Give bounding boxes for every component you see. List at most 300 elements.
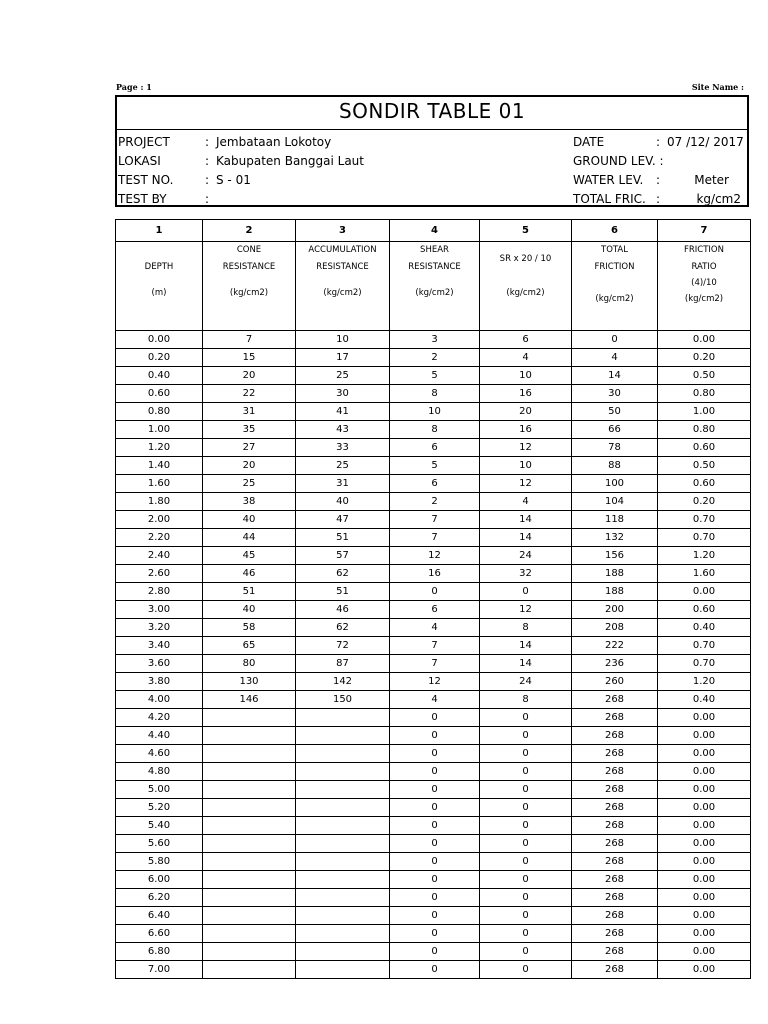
cell-friction-ratio: 0.40 xyxy=(658,691,751,709)
cell-friction-ratio: 0.80 xyxy=(658,385,751,403)
cell-accumulation-resistance: 17 xyxy=(296,349,390,367)
cell-friction-ratio: 0.00 xyxy=(658,745,751,763)
header-unit: (kg/cm2) xyxy=(323,288,362,298)
cell-friction-ratio: 1.00 xyxy=(658,403,751,421)
date-colon: : xyxy=(656,135,661,149)
cell-friction-ratio: 0.70 xyxy=(658,637,751,655)
lokasi-value: Kabupaten Banggai Laut xyxy=(216,154,364,168)
cell-accumulation-resistance xyxy=(296,835,390,853)
cell-depth: 4.00 xyxy=(116,691,203,709)
sondir-table xyxy=(115,219,751,979)
cell-depth: 3.60 xyxy=(116,655,203,673)
cell-cone-resistance: 20 xyxy=(203,457,296,475)
cell-sr: 14 xyxy=(480,655,572,673)
cell-cone-resistance: 35 xyxy=(203,421,296,439)
cell-friction-ratio: 0.80 xyxy=(658,421,751,439)
cell-total-friction: 0 xyxy=(572,331,658,349)
header-line: FRICTION xyxy=(594,262,635,272)
table-row xyxy=(116,655,751,673)
info-row-test-no xyxy=(117,171,747,190)
table-row xyxy=(116,943,751,961)
cell-cone-resistance: 7 xyxy=(203,331,296,349)
cell-depth: 2.80 xyxy=(116,583,203,601)
cell-shear-resistance: 0 xyxy=(390,745,480,763)
cell-friction-ratio: 0.00 xyxy=(658,889,751,907)
cell-total-friction: 14 xyxy=(572,367,658,385)
table-row xyxy=(116,781,751,799)
cell-sr: 16 xyxy=(480,385,572,403)
table-row xyxy=(116,529,751,547)
cell-shear-resistance: 12 xyxy=(390,673,480,691)
table-row xyxy=(116,709,751,727)
cell-sr: 0 xyxy=(480,817,572,835)
test-by-label: TEST BY xyxy=(118,192,167,206)
page-topline xyxy=(116,82,750,94)
table-row xyxy=(116,331,751,349)
cell-friction-ratio: 0.00 xyxy=(658,853,751,871)
cell-depth: 3.80 xyxy=(116,673,203,691)
cell-accumulation-resistance xyxy=(296,889,390,907)
cell-cone-resistance xyxy=(203,817,296,835)
water-lev-colon: : xyxy=(656,173,661,187)
cell-shear-resistance: 3 xyxy=(390,331,480,349)
cell-accumulation-resistance: 43 xyxy=(296,421,390,439)
cell-cone-resistance: 46 xyxy=(203,565,296,583)
cell-shear-resistance: 8 xyxy=(390,421,480,439)
cell-total-friction: 188 xyxy=(572,583,658,601)
site-name-label: Site Name : xyxy=(691,82,744,92)
cell-accumulation-resistance xyxy=(296,907,390,925)
table-row xyxy=(116,439,751,457)
cell-cone-resistance xyxy=(203,889,296,907)
cell-friction-ratio: 0.70 xyxy=(658,529,751,547)
cell-total-friction: 104 xyxy=(572,493,658,511)
cell-total-friction: 268 xyxy=(572,943,658,961)
project-label: PROJECT xyxy=(118,135,170,149)
cell-accumulation-resistance xyxy=(296,943,390,961)
cell-friction-ratio: 0.60 xyxy=(658,601,751,619)
cell-accumulation-resistance xyxy=(296,727,390,745)
date-value: 07 /12/ 2017 xyxy=(667,135,744,149)
cell-depth: 6.40 xyxy=(116,907,203,925)
cell-shear-resistance: 0 xyxy=(390,763,480,781)
cell-sr: 14 xyxy=(480,637,572,655)
cell-cone-resistance xyxy=(203,835,296,853)
cell-sr: 8 xyxy=(480,691,572,709)
header-line: RATIO xyxy=(691,262,717,272)
cell-sr: 10 xyxy=(480,367,572,385)
cell-total-friction: 50 xyxy=(572,403,658,421)
cell-depth: 7.00 xyxy=(116,961,203,979)
cell-accumulation-resistance: 62 xyxy=(296,565,390,583)
cell-sr: 12 xyxy=(480,475,572,493)
table-row xyxy=(116,547,751,565)
cell-accumulation-resistance: 150 xyxy=(296,691,390,709)
cell-accumulation-resistance xyxy=(296,763,390,781)
cell-sr: 0 xyxy=(480,835,572,853)
cell-cone-resistance: 40 xyxy=(203,511,296,529)
cell-accumulation-resistance xyxy=(296,709,390,727)
cell-accumulation-resistance: 33 xyxy=(296,439,390,457)
cell-sr: 0 xyxy=(480,907,572,925)
cell-shear-resistance: 0 xyxy=(390,709,480,727)
cell-depth: 5.40 xyxy=(116,817,203,835)
cell-depth: 5.80 xyxy=(116,853,203,871)
cell-depth: 2.20 xyxy=(116,529,203,547)
cell-depth: 2.40 xyxy=(116,547,203,565)
cell-sr: 0 xyxy=(480,871,572,889)
cell-cone-resistance xyxy=(203,763,296,781)
header-line: CONE xyxy=(236,245,262,255)
cell-cone-resistance: 27 xyxy=(203,439,296,457)
cell-shear-resistance: 7 xyxy=(390,637,480,655)
cell-shear-resistance: 8 xyxy=(390,385,480,403)
cell-cone-resistance xyxy=(203,781,296,799)
project-value: Jembataan Lokotoy xyxy=(216,135,332,149)
cell-sr: 6 xyxy=(480,331,572,349)
header-shear-resistance xyxy=(390,242,480,331)
cell-depth: 4.40 xyxy=(116,727,203,745)
cell-total-friction: 268 xyxy=(572,871,658,889)
cell-depth: 1.80 xyxy=(116,493,203,511)
table-row xyxy=(116,799,751,817)
cell-shear-resistance: 0 xyxy=(390,799,480,817)
cell-total-friction: 268 xyxy=(572,889,658,907)
cell-accumulation-resistance: 51 xyxy=(296,529,390,547)
header-line: (4)/10 xyxy=(691,278,717,288)
cell-sr: 0 xyxy=(480,943,572,961)
cell-total-friction: 268 xyxy=(572,709,658,727)
cell-accumulation-resistance xyxy=(296,871,390,889)
cell-shear-resistance: 0 xyxy=(390,889,480,907)
total-fric-colon: : xyxy=(656,192,661,206)
col-number: 2 xyxy=(203,220,296,242)
col-number: 7 xyxy=(658,220,751,242)
cell-shear-resistance: 10 xyxy=(390,403,480,421)
cell-depth: 6.20 xyxy=(116,889,203,907)
cell-cone-resistance: 65 xyxy=(203,637,296,655)
cell-total-friction: 268 xyxy=(572,781,658,799)
table-row xyxy=(116,817,751,835)
cell-accumulation-resistance: 30 xyxy=(296,385,390,403)
cell-cone-resistance xyxy=(203,925,296,943)
cell-friction-ratio: 0.00 xyxy=(658,907,751,925)
cell-accumulation-resistance: 72 xyxy=(296,637,390,655)
cell-cone-resistance: 31 xyxy=(203,403,296,421)
table-row xyxy=(116,727,751,745)
cell-sr: 0 xyxy=(480,709,572,727)
cell-cone-resistance: 22 xyxy=(203,385,296,403)
date-label: DATE xyxy=(573,135,605,149)
lokasi-colon: : xyxy=(205,154,210,168)
header-unit: (kg/cm2) xyxy=(684,294,724,304)
table-row xyxy=(116,853,751,871)
cell-cone-resistance xyxy=(203,745,296,763)
header-line: SR x 20 / 10 xyxy=(499,254,552,264)
cell-cone-resistance: 51 xyxy=(203,583,296,601)
table-row xyxy=(116,349,751,367)
cell-total-friction: 30 xyxy=(572,385,658,403)
cell-total-friction: 100 xyxy=(572,475,658,493)
cell-total-friction: 260 xyxy=(572,673,658,691)
cell-shear-resistance: 0 xyxy=(390,727,480,745)
cell-friction-ratio: 0.00 xyxy=(658,835,751,853)
cell-shear-resistance: 4 xyxy=(390,619,480,637)
cell-total-friction: 236 xyxy=(572,655,658,673)
header-unit: (kg/cm2) xyxy=(506,288,545,298)
cell-accumulation-resistance xyxy=(296,961,390,979)
cell-total-friction: 268 xyxy=(572,961,658,979)
cell-accumulation-resistance xyxy=(296,817,390,835)
table-row xyxy=(116,871,751,889)
title-divider xyxy=(117,129,747,130)
table-row xyxy=(116,457,751,475)
cell-depth: 6.80 xyxy=(116,943,203,961)
header-accumulation-resistance xyxy=(296,242,390,331)
cell-total-friction: 188 xyxy=(572,565,658,583)
total-fric-label: TOTAL FRIC. xyxy=(573,192,646,206)
col-number: 5 xyxy=(480,220,572,242)
page-title: SONDIR TABLE 01 xyxy=(338,99,526,123)
table-row xyxy=(116,889,751,907)
table-row xyxy=(116,691,751,709)
cell-total-friction: 118 xyxy=(572,511,658,529)
cell-cone-resistance: 44 xyxy=(203,529,296,547)
cell-shear-resistance: 0 xyxy=(390,907,480,925)
table-row xyxy=(116,925,751,943)
cell-total-friction: 66 xyxy=(572,421,658,439)
project-colon: : xyxy=(205,135,210,149)
cell-sr: 24 xyxy=(480,673,572,691)
col-number: 3 xyxy=(296,220,390,242)
cell-depth: 5.20 xyxy=(116,799,203,817)
cell-shear-resistance: 6 xyxy=(390,475,480,493)
cell-depth: 4.80 xyxy=(116,763,203,781)
cell-cone-resistance: 45 xyxy=(203,547,296,565)
cell-sr: 0 xyxy=(480,727,572,745)
cell-accumulation-resistance: 57 xyxy=(296,547,390,565)
cell-friction-ratio: 0.00 xyxy=(658,871,751,889)
cell-friction-ratio: 0.00 xyxy=(658,709,751,727)
cell-friction-ratio: 0.00 xyxy=(658,817,751,835)
cell-sr: 10 xyxy=(480,457,572,475)
cell-shear-resistance: 5 xyxy=(390,457,480,475)
table-row xyxy=(116,745,751,763)
cell-friction-ratio: 0.00 xyxy=(658,763,751,781)
col-number: 4 xyxy=(390,220,480,242)
water-lev-value: Meter xyxy=(694,173,729,187)
cell-friction-ratio: 0.00 xyxy=(658,799,751,817)
cell-sr: 32 xyxy=(480,565,572,583)
cell-accumulation-resistance: 10 xyxy=(296,331,390,349)
cell-accumulation-resistance: 47 xyxy=(296,511,390,529)
cell-depth: 1.40 xyxy=(116,457,203,475)
cell-accumulation-resistance: 25 xyxy=(296,457,390,475)
cell-shear-resistance: 0 xyxy=(390,817,480,835)
cell-accumulation-resistance: 87 xyxy=(296,655,390,673)
cell-friction-ratio: 1.60 xyxy=(658,565,751,583)
cell-friction-ratio: 0.70 xyxy=(658,655,751,673)
cell-cone-resistance xyxy=(203,871,296,889)
cell-accumulation-resistance xyxy=(296,853,390,871)
cell-accumulation-resistance: 46 xyxy=(296,601,390,619)
cell-sr: 14 xyxy=(480,529,572,547)
header-line: TOTAL xyxy=(601,245,628,255)
cell-shear-resistance: 0 xyxy=(390,943,480,961)
table-row xyxy=(116,565,751,583)
cell-accumulation-resistance xyxy=(296,745,390,763)
cell-depth: 1.60 xyxy=(116,475,203,493)
cell-sr: 0 xyxy=(480,763,572,781)
cell-cone-resistance: 15 xyxy=(203,349,296,367)
cell-friction-ratio: 1.20 xyxy=(658,673,751,691)
table-row xyxy=(116,907,751,925)
cell-total-friction: 268 xyxy=(572,925,658,943)
page-number: Page : 1 xyxy=(116,82,152,92)
cell-sr: 24 xyxy=(480,547,572,565)
cell-friction-ratio: 0.00 xyxy=(658,727,751,745)
cell-depth: 1.20 xyxy=(116,439,203,457)
cell-shear-resistance: 0 xyxy=(390,583,480,601)
table-row xyxy=(116,961,751,979)
cell-accumulation-resistance xyxy=(296,799,390,817)
cell-shear-resistance: 2 xyxy=(390,349,480,367)
header-line: SHEAR xyxy=(420,245,449,255)
header-unit: (kg/cm2) xyxy=(595,294,634,304)
cell-cone-resistance: 20 xyxy=(203,367,296,385)
cell-depth: 3.40 xyxy=(116,637,203,655)
cell-friction-ratio: 0.50 xyxy=(658,457,751,475)
cell-total-friction: 268 xyxy=(572,799,658,817)
cell-accumulation-resistance xyxy=(296,781,390,799)
cell-accumulation-resistance xyxy=(296,925,390,943)
cell-sr: 14 xyxy=(480,511,572,529)
table-row xyxy=(116,583,751,601)
cell-friction-ratio: 0.50 xyxy=(658,367,751,385)
cell-cone-resistance xyxy=(203,943,296,961)
cell-cone-resistance: 25 xyxy=(203,475,296,493)
table-row xyxy=(116,619,751,637)
cell-cone-resistance: 146 xyxy=(203,691,296,709)
info-row-project xyxy=(117,133,747,152)
cell-friction-ratio: 0.00 xyxy=(658,781,751,799)
cell-depth: 2.00 xyxy=(116,511,203,529)
cell-accumulation-resistance: 62 xyxy=(296,619,390,637)
table-row xyxy=(116,763,751,781)
header-depth xyxy=(116,242,203,331)
cell-depth: 3.20 xyxy=(116,619,203,637)
table-row xyxy=(116,601,751,619)
cell-sr: 0 xyxy=(480,925,572,943)
cell-shear-resistance: 0 xyxy=(390,853,480,871)
cell-cone-resistance xyxy=(203,799,296,817)
ground-lev-label: GROUND LEV. : xyxy=(573,154,664,168)
cell-total-friction: 156 xyxy=(572,547,658,565)
cell-shear-resistance: 7 xyxy=(390,655,480,673)
column-number-row xyxy=(116,220,751,242)
column-header-row xyxy=(116,242,751,331)
cell-total-friction: 222 xyxy=(572,637,658,655)
cell-friction-ratio: 0.00 xyxy=(658,961,751,979)
header-line: FRICTION xyxy=(684,245,724,255)
info-row-lokasi xyxy=(117,152,747,171)
cell-total-friction: 268 xyxy=(572,691,658,709)
cell-accumulation-resistance: 142 xyxy=(296,673,390,691)
cell-cone-resistance: 40 xyxy=(203,601,296,619)
cell-sr: 0 xyxy=(480,853,572,871)
header-total-friction xyxy=(572,242,658,331)
cell-friction-ratio: 0.00 xyxy=(658,925,751,943)
cell-total-friction: 4 xyxy=(572,349,658,367)
cell-sr: 0 xyxy=(480,745,572,763)
cell-shear-resistance: 0 xyxy=(390,781,480,799)
cell-total-friction: 88 xyxy=(572,457,658,475)
test-no-label: TEST NO. xyxy=(118,173,174,187)
cell-total-friction: 78 xyxy=(572,439,658,457)
cell-cone-resistance: 58 xyxy=(203,619,296,637)
cell-shear-resistance: 0 xyxy=(390,961,480,979)
header-unit: (kg/cm2) xyxy=(415,288,454,298)
table-row xyxy=(116,385,751,403)
cell-shear-resistance: 0 xyxy=(390,925,480,943)
cell-total-friction: 268 xyxy=(572,763,658,781)
cell-depth: 0.40 xyxy=(116,367,203,385)
cell-depth: 0.80 xyxy=(116,403,203,421)
cell-sr: 12 xyxy=(480,601,572,619)
cell-depth: 5.60 xyxy=(116,835,203,853)
cell-sr: 4 xyxy=(480,493,572,511)
cell-sr: 16 xyxy=(480,421,572,439)
cell-friction-ratio: 1.20 xyxy=(658,547,751,565)
header-line: DEPTH xyxy=(144,262,174,272)
cell-shear-resistance: 5 xyxy=(390,367,480,385)
cell-shear-resistance: 6 xyxy=(390,601,480,619)
table-row xyxy=(116,403,751,421)
col-number: 6 xyxy=(572,220,658,242)
cell-sr: 0 xyxy=(480,889,572,907)
cell-sr: 8 xyxy=(480,619,572,637)
header-unit: (kg/cm2) xyxy=(229,288,269,298)
cell-shear-resistance: 7 xyxy=(390,529,480,547)
cell-shear-resistance: 16 xyxy=(390,565,480,583)
header-cone-resistance xyxy=(203,242,296,331)
table-row xyxy=(116,475,751,493)
cell-friction-ratio: 0.20 xyxy=(658,349,751,367)
cell-shear-resistance: 7 xyxy=(390,511,480,529)
info-row-test-by xyxy=(117,190,747,209)
cell-cone-resistance xyxy=(203,853,296,871)
cell-friction-ratio: 0.00 xyxy=(658,943,751,961)
cell-sr: 4 xyxy=(480,349,572,367)
header-line: ACCUMULATION xyxy=(308,245,377,255)
cell-accumulation-resistance: 25 xyxy=(296,367,390,385)
cell-total-friction: 268 xyxy=(572,745,658,763)
cell-shear-resistance: 2 xyxy=(390,493,480,511)
cell-friction-ratio: 0.00 xyxy=(658,331,751,349)
cell-shear-resistance: 12 xyxy=(390,547,480,565)
cell-total-friction: 268 xyxy=(572,817,658,835)
cell-sr: 0 xyxy=(480,781,572,799)
cell-depth: 1.00 xyxy=(116,421,203,439)
cell-depth: 0.20 xyxy=(116,349,203,367)
col-number: 1 xyxy=(116,220,203,242)
header-line: RESISTANCE xyxy=(316,262,369,272)
cell-depth: 4.20 xyxy=(116,709,203,727)
cell-cone-resistance xyxy=(203,961,296,979)
cell-shear-resistance: 0 xyxy=(390,835,480,853)
table-row xyxy=(116,367,751,385)
cell-sr: 0 xyxy=(480,583,572,601)
